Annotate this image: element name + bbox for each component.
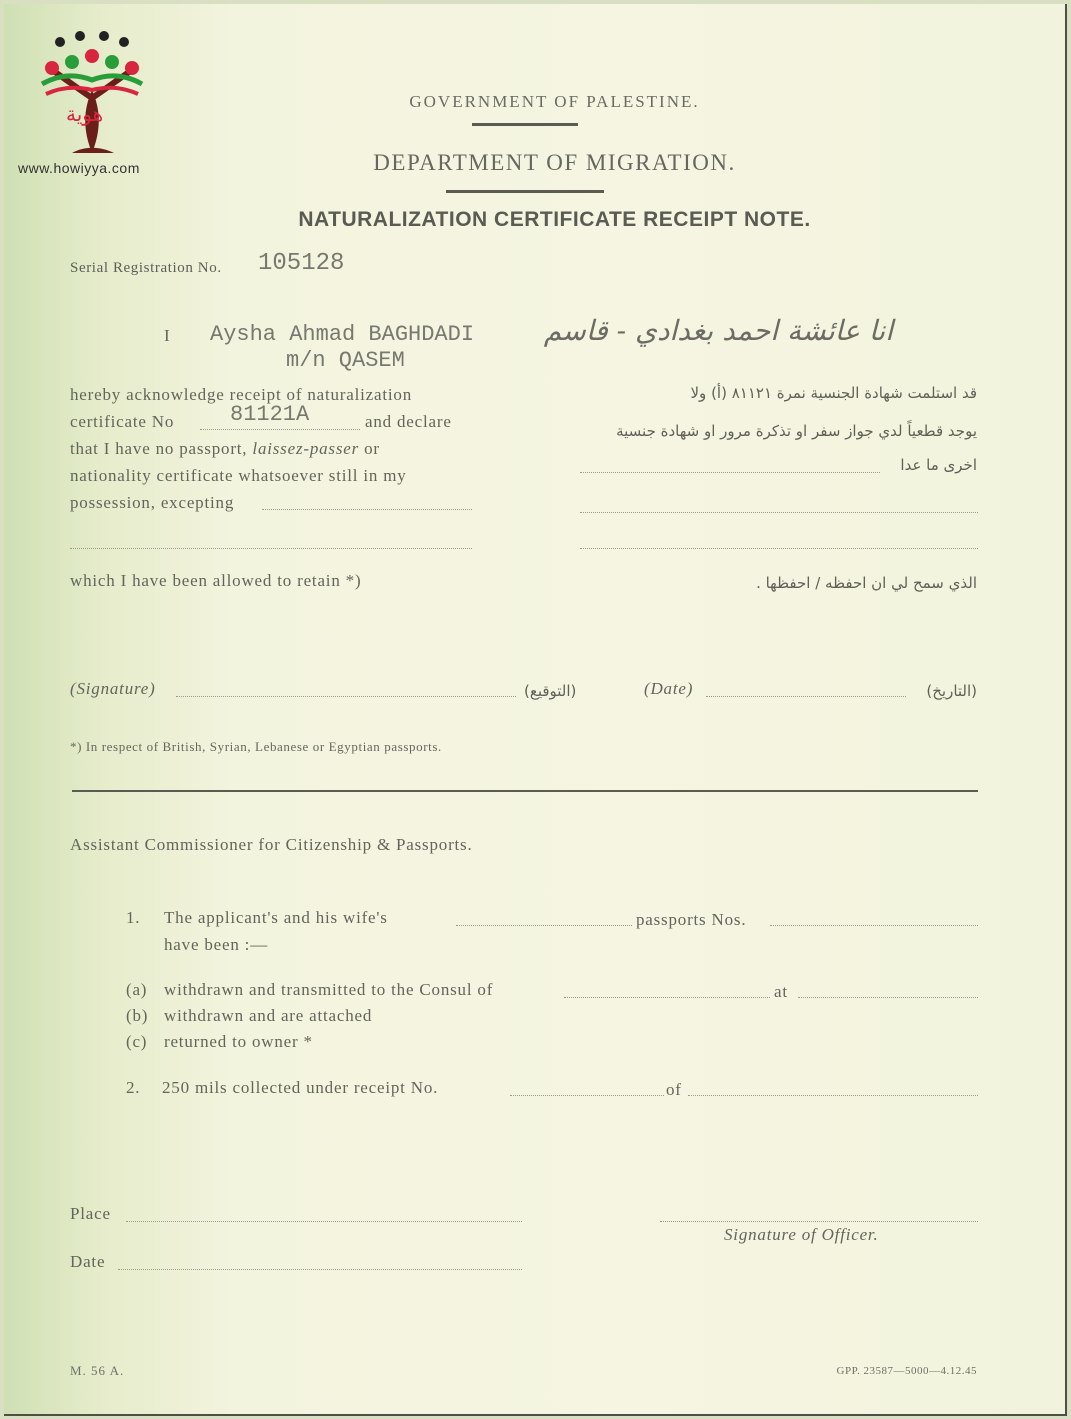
option-b-text: withdrawn and are attached <box>164 1006 373 1025</box>
department-heading: DEPARTMENT OF MIGRATION. <box>373 150 736 175</box>
page-title: NATURALIZATION CERTIFICATE RECEIPT NOTE. <box>298 208 811 231</box>
serial-label: Serial Registration No. <box>70 260 222 276</box>
declaration-line: certificate No <box>70 412 175 431</box>
form-code: M. 56 A. <box>70 1363 125 1378</box>
date-label: (Date) <box>644 679 694 698</box>
item1-text: The applicant's and his wife's <box>164 908 388 927</box>
dotted-line <box>510 1095 664 1096</box>
logo-arabic-text: هوية <box>66 102 104 126</box>
item-number: 2. <box>126 1078 141 1097</box>
item1-passports-label: passports Nos. <box>636 910 747 929</box>
declaration-arabic-line: اخرى ما عدا <box>900 456 977 474</box>
option-label: (a) <box>126 980 148 999</box>
watermark-url: www.howiyya.com <box>18 160 140 176</box>
dotted-line <box>580 472 880 473</box>
footnote: *) In respect of British, Syrian, Lebanese or Egyptian passports. <box>70 739 442 754</box>
dotted-line <box>262 509 472 510</box>
signature-label-arabic: (التوقيع) <box>524 682 577 700</box>
retain-statement-arabic: الذي سمح لي ان احفظه / احفظها . <box>756 574 977 592</box>
option-a-text: withdrawn and transmitted to the Consul of <box>164 980 494 999</box>
option-a-at: at <box>774 982 788 1001</box>
applicant-name: Aysha Ahmad BAGHDADI <box>210 322 475 347</box>
receipt-form <box>4 4 1067 1416</box>
dotted-line <box>456 925 632 926</box>
date-label-arabic: (التاريخ) <box>926 682 977 700</box>
applicant-name-arabic: انا عائشة احمد بغدادي - قاسم <box>543 314 893 347</box>
item2-text: 250 mils collected under receipt No. <box>162 1078 439 1097</box>
dotted-line <box>580 548 978 549</box>
option-label: (c) <box>126 1032 148 1051</box>
dotted-line <box>126 1221 522 1222</box>
declaration-line: nationality certificate whatsoever still in my <box>70 466 407 485</box>
option-label: (b) <box>126 1006 149 1025</box>
officer-signature-label: Signature of Officer. <box>724 1225 879 1244</box>
dotted-line <box>770 925 978 926</box>
government-heading: GOVERNMENT OF PALESTINE. <box>409 92 700 111</box>
office-heading: Assistant Commissioner for Citizenship & Passports. <box>70 835 473 854</box>
date-label-office: Date <box>70 1252 106 1271</box>
dotted-line <box>200 429 360 430</box>
declaration-arabic-line: يوجد قطعياً لدي جواز سفر او تذكرة مرور او شهادة جنسية <box>616 422 977 440</box>
declaration-line: and declare <box>365 412 452 431</box>
declaration-line: possession, excepting <box>70 493 235 512</box>
dotted-line <box>564 997 770 998</box>
dotted-line <box>580 512 978 513</box>
divider <box>472 123 578 126</box>
dotted-line <box>798 997 978 998</box>
signature-line <box>176 696 516 697</box>
date-line <box>706 696 906 697</box>
divider <box>446 190 604 193</box>
option-c-text: returned to owner * <box>164 1032 313 1051</box>
dotted-line <box>70 548 472 549</box>
section-divider <box>72 790 978 792</box>
declaration-line: that I have no passport, laissez-passer or <box>70 439 380 458</box>
place-label: Place <box>70 1204 111 1223</box>
signature-label: (Signature) <box>70 679 156 698</box>
item1-continued: have been :— <box>164 935 269 954</box>
item-number: 1. <box>126 908 141 927</box>
declaration-line: hereby acknowledge receipt of naturalization <box>70 385 412 404</box>
dotted-line <box>118 1269 522 1270</box>
officer-signature-line <box>660 1221 978 1222</box>
certificate-number: 81121A <box>230 402 310 427</box>
item2-of: of <box>666 1080 682 1099</box>
dotted-line <box>688 1095 978 1096</box>
print-code: GPP. 23587—5000—4.12.45 <box>836 1365 977 1377</box>
applicant-maiden-name: m/n QASEM <box>286 348 405 373</box>
applicant-prefix: I <box>164 326 171 345</box>
declaration-arabic-line: قد استلمت شهادة الجنسية نمرة ٨١١٢١ (أ) ولا <box>690 384 977 402</box>
serial-value: 105128 <box>258 250 345 277</box>
retain-statement: which I have been allowed to retain *) <box>70 571 362 590</box>
